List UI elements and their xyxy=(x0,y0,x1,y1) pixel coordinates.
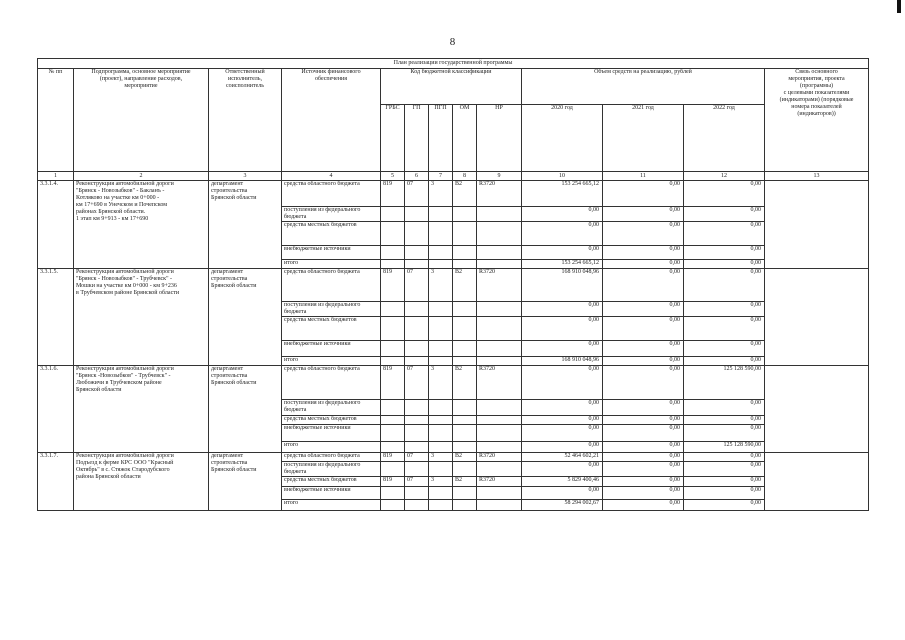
budget-code-gp xyxy=(405,246,429,260)
budget-code-grbs xyxy=(381,260,405,269)
scan-edge-mark xyxy=(897,0,901,13)
funding-source: итого xyxy=(282,260,381,269)
header-volume: Объем средств на реализацию, рублей xyxy=(522,69,765,105)
amount-2020: 0,00 xyxy=(522,462,603,477)
amount-2021: 0,00 xyxy=(603,500,684,511)
amount-2022: 125 128 590,00 xyxy=(684,366,765,400)
budget-code-np: R3720 xyxy=(477,477,522,487)
budget-code-om xyxy=(453,246,477,260)
budget-code-np xyxy=(477,317,522,341)
amount-2021: 0,00 xyxy=(603,207,684,222)
budget-code-grbs xyxy=(381,302,405,317)
budget-code-gp: 07 xyxy=(405,477,429,487)
amount-2022: 0,00 xyxy=(684,269,765,302)
amount-2021: 0,00 xyxy=(603,269,684,302)
budget-code-np xyxy=(477,462,522,477)
column-number-row xyxy=(38,172,869,181)
funding-source: средства местных бюджетов xyxy=(282,317,381,341)
funding-source: средства местных бюджетов xyxy=(282,477,381,487)
amount-2022: 125 128 590,00 xyxy=(684,442,765,453)
budget-code-om: В2 xyxy=(453,453,477,462)
column-number: 12 xyxy=(684,172,765,181)
funding-source: поступления из федерального бюджета xyxy=(282,302,381,317)
budget-code-grbs xyxy=(381,416,405,425)
budget-code-np: R3720 xyxy=(477,453,522,462)
amount-2022: 0,00 xyxy=(684,246,765,260)
budget-code-np xyxy=(477,400,522,416)
amount-2022: 0,00 xyxy=(684,181,765,207)
amount-2021: 0,00 xyxy=(603,246,684,260)
funding-source: поступления из федерального бюджета xyxy=(282,207,381,222)
budget-code-grbs: 819 xyxy=(381,453,405,462)
column-number: 10 xyxy=(522,172,603,181)
table-row xyxy=(38,269,869,302)
budget-code-pgp xyxy=(429,207,453,222)
amount-2020: 5 829 400,46 xyxy=(522,477,603,487)
budget-code-gp xyxy=(405,487,429,500)
amount-2022: 0,00 xyxy=(684,341,765,357)
budget-code-pgp xyxy=(429,317,453,341)
amount-2021: 0,00 xyxy=(603,425,684,442)
table-title-row xyxy=(38,59,869,69)
budget-code-grbs: 819 xyxy=(381,477,405,487)
item-executor: департамент строительства Брянской области xyxy=(209,269,282,366)
funding-source: средства местных бюджетов xyxy=(282,416,381,425)
item-executor: департамент строительства Брянской области xyxy=(209,181,282,269)
amount-2020: 0,00 xyxy=(522,425,603,442)
amount-2021: 0,00 xyxy=(603,453,684,462)
amount-2020: 0,00 xyxy=(522,416,603,425)
budget-code-om xyxy=(453,462,477,477)
header-np: НР xyxy=(477,105,522,172)
amount-2020: 0,00 xyxy=(522,366,603,400)
budget-code-pgp xyxy=(429,357,453,366)
indicator-link xyxy=(765,366,869,453)
amount-2020: 0,00 xyxy=(522,222,603,246)
amount-2022: 0,00 xyxy=(684,425,765,442)
indicator-link xyxy=(765,453,869,511)
budget-code-grbs xyxy=(381,246,405,260)
budget-code-om xyxy=(453,416,477,425)
funding-source: поступления из федерального бюджета xyxy=(282,462,381,477)
column-number: 11 xyxy=(603,172,684,181)
budget-code-om: В2 xyxy=(453,181,477,207)
budget-code-gp xyxy=(405,207,429,222)
budget-code-om xyxy=(453,222,477,246)
budget-code-gp xyxy=(405,400,429,416)
budget-code-om: В2 xyxy=(453,477,477,487)
budget-code-grbs xyxy=(381,462,405,477)
header-year-2020: 2020 год xyxy=(522,105,603,172)
amount-2021: 0,00 xyxy=(603,442,684,453)
funding-source: средства местных бюджетов xyxy=(282,222,381,246)
item-number: 3.3.1.6. xyxy=(38,366,74,453)
amount-2020: 0,00 xyxy=(522,246,603,260)
amount-2022: 0,00 xyxy=(684,302,765,317)
budget-code-np xyxy=(477,357,522,366)
budget-code-pgp: 3 xyxy=(429,453,453,462)
amount-2021: 0,00 xyxy=(603,416,684,425)
budget-code-grbs xyxy=(381,222,405,246)
amount-2022: 0,00 xyxy=(684,453,765,462)
header-grbs: ГРБС xyxy=(381,105,405,172)
amount-2020: 52 464 602,21 xyxy=(522,453,603,462)
budget-code-om: В2 xyxy=(453,269,477,302)
budget-code-pgp xyxy=(429,487,453,500)
budget-code-np xyxy=(477,222,522,246)
budget-code-np xyxy=(477,207,522,222)
amount-2020: 58 294 002,67 xyxy=(522,500,603,511)
budget-code-pgp: 3 xyxy=(429,181,453,207)
budget-code-gp: 07 xyxy=(405,366,429,400)
budget-code-pgp xyxy=(429,222,453,246)
budget-code-om xyxy=(453,400,477,416)
column-number: 13 xyxy=(765,172,869,181)
funding-source: внебюджетные источники xyxy=(282,425,381,442)
item-number: 3.3.1.7. xyxy=(38,453,74,511)
amount-2022: 0,00 xyxy=(684,400,765,416)
budget-code-om xyxy=(453,260,477,269)
table-title: План реализации государственной программы xyxy=(38,59,869,69)
amount-2022: 0,00 xyxy=(684,357,765,366)
funding-source: итого xyxy=(282,357,381,366)
budget-code-pgp xyxy=(429,260,453,269)
header-year-2022: 2022 год xyxy=(684,105,765,172)
header-budget-code: Код бюджетной классификации xyxy=(381,69,522,105)
header-source: Источник финансового обеспечения xyxy=(282,69,381,172)
indicator-link xyxy=(765,181,869,269)
item-number: 3.3.1.5. xyxy=(38,269,74,366)
budget-code-gp xyxy=(405,462,429,477)
item-executor: департамент строительства Брянской области xyxy=(209,366,282,453)
amount-2020: 0,00 xyxy=(522,207,603,222)
budget-code-pgp: 3 xyxy=(429,269,453,302)
budget-code-pgp xyxy=(429,341,453,357)
page-number: 8 xyxy=(449,36,456,48)
funding-source: итого xyxy=(282,500,381,511)
funding-source: поступления из федерального бюджета xyxy=(282,400,381,416)
budget-code-om xyxy=(453,425,477,442)
amount-2021: 0,00 xyxy=(603,302,684,317)
amount-2022: 0,00 xyxy=(684,222,765,246)
column-number: 2 xyxy=(74,172,209,181)
header-pgp: ПГП xyxy=(429,105,453,172)
indicator-link xyxy=(765,269,869,366)
column-number: 4 xyxy=(282,172,381,181)
budget-code-np: R3720 xyxy=(477,181,522,207)
budget-code-grbs xyxy=(381,442,405,453)
budget-code-gp xyxy=(405,222,429,246)
budget-code-np xyxy=(477,425,522,442)
budget-code-np xyxy=(477,487,522,500)
header-executor: Ответственный исполнитель, соисполнитель xyxy=(209,69,282,172)
amount-2020: 0,00 xyxy=(522,442,603,453)
amount-2020: 168 910 048,96 xyxy=(522,357,603,366)
amount-2021: 0,00 xyxy=(603,487,684,500)
amount-2021: 0,00 xyxy=(603,366,684,400)
item-name: Реконструкция автомобильной дороги "Брянск - Новозыбков" - Трубчевск" - Мошки на участке км 0+000 - км 9+236 в Трубчевском районе Брянской области xyxy=(74,269,209,366)
amount-2020: 0,00 xyxy=(522,487,603,500)
amount-2021: 0,00 xyxy=(603,260,684,269)
amount-2021: 0,00 xyxy=(603,400,684,416)
budget-code-om xyxy=(453,341,477,357)
funding-source: средства областного бюджета xyxy=(282,181,381,207)
budget-code-grbs: 819 xyxy=(381,269,405,302)
column-number: 7 xyxy=(429,172,453,181)
amount-2022: 0,00 xyxy=(684,207,765,222)
budget-code-grbs xyxy=(381,341,405,357)
budget-code-np xyxy=(477,416,522,425)
column-number: 3 xyxy=(209,172,282,181)
program-plan-table xyxy=(37,58,869,511)
header-row-1 xyxy=(38,69,869,105)
item-number: 3.3.1.4. xyxy=(38,181,74,269)
funding-source: внебюджетные источники xyxy=(282,246,381,260)
funding-source: средства областного бюджета xyxy=(282,366,381,400)
budget-code-grbs xyxy=(381,500,405,511)
amount-2020: 0,00 xyxy=(522,302,603,317)
amount-2021: 0,00 xyxy=(603,181,684,207)
budget-code-grbs xyxy=(381,425,405,442)
budget-code-om xyxy=(453,317,477,341)
funding-source: внебюджетные источники xyxy=(282,341,381,357)
amount-2020: 0,00 xyxy=(522,317,603,341)
column-number: 9 xyxy=(477,172,522,181)
header-om: ОМ xyxy=(453,105,477,172)
budget-code-gp xyxy=(405,500,429,511)
budget-code-om xyxy=(453,442,477,453)
header-num: № пп xyxy=(38,69,74,172)
budget-code-om xyxy=(453,500,477,511)
budget-code-np xyxy=(477,246,522,260)
budget-code-grbs xyxy=(381,317,405,341)
amount-2022: 0,00 xyxy=(684,477,765,487)
budget-code-np xyxy=(477,500,522,511)
budget-code-gp xyxy=(405,416,429,425)
amount-2022: 0,00 xyxy=(684,317,765,341)
budget-code-gp xyxy=(405,425,429,442)
amount-2021: 0,00 xyxy=(603,222,684,246)
budget-code-grbs: 819 xyxy=(381,366,405,400)
budget-code-pgp xyxy=(429,462,453,477)
budget-code-np xyxy=(477,302,522,317)
amount-2020: 0,00 xyxy=(522,341,603,357)
budget-code-pgp xyxy=(429,416,453,425)
column-number: 5 xyxy=(381,172,405,181)
table-row xyxy=(38,181,869,207)
budget-code-om xyxy=(453,357,477,366)
budget-code-om: В2 xyxy=(453,366,477,400)
budget-code-grbs xyxy=(381,357,405,366)
budget-code-grbs xyxy=(381,400,405,416)
amount-2020: 0,00 xyxy=(522,400,603,416)
column-number: 8 xyxy=(453,172,477,181)
budget-code-grbs: 819 xyxy=(381,181,405,207)
budget-code-gp xyxy=(405,442,429,453)
budget-code-gp: 07 xyxy=(405,453,429,462)
budget-code-gp xyxy=(405,260,429,269)
budget-code-np: R3720 xyxy=(477,269,522,302)
amount-2022: 0,00 xyxy=(684,487,765,500)
amount-2022: 0,00 xyxy=(684,462,765,477)
budget-code-om xyxy=(453,207,477,222)
budget-code-grbs xyxy=(381,487,405,500)
amount-2022: 0,00 xyxy=(684,416,765,425)
column-number: 1 xyxy=(38,172,74,181)
funding-source: итого xyxy=(282,442,381,453)
budget-code-gp xyxy=(405,302,429,317)
column-number: 6 xyxy=(405,172,429,181)
budget-code-np: R3720 xyxy=(477,366,522,400)
budget-code-np xyxy=(477,260,522,269)
funding-source: средства областного бюджета xyxy=(282,453,381,462)
item-executor: департамент строительства Брянской области xyxy=(209,453,282,511)
item-name: Реконструкция автомобильной дороги "Брянск - Новозыбков" - Бакланъ - Котляково на участке км 0+000 - км 17+690 в Унечском и Почепском районах Брянской области. 1 этап км 9+913 - км 17+690 xyxy=(74,181,209,269)
table-row xyxy=(38,453,869,462)
budget-code-np xyxy=(477,442,522,453)
amount-2022: 0,00 xyxy=(684,500,765,511)
funding-source: средства областного бюджета xyxy=(282,269,381,302)
budget-code-grbs xyxy=(381,207,405,222)
item-name: Реконструкция автомобильной дороги "Брянск -Новозыбков" - Трубчевск" - Любожичи в Трубчевском районе Брянской области xyxy=(74,366,209,453)
funding-source: внебюджетные источники xyxy=(282,487,381,500)
amount-2021: 0,00 xyxy=(603,317,684,341)
amount-2021: 0,00 xyxy=(603,357,684,366)
header-year-2021: 2021 год xyxy=(603,105,684,172)
item-name: Реконструкция автомобильной дороги Подъезд к ферме КРС ООО "Красный Октябрь" в с. Стяжок Стародубского района Брянской области xyxy=(74,453,209,511)
budget-code-np xyxy=(477,341,522,357)
budget-code-gp xyxy=(405,317,429,341)
header-name: Подпрограмма, основное мероприятие (проект), направление расходов, мероприятие xyxy=(74,69,209,172)
amount-2021: 0,00 xyxy=(603,477,684,487)
budget-code-pgp xyxy=(429,442,453,453)
budget-code-pgp xyxy=(429,400,453,416)
amount-2020: 168 910 048,96 xyxy=(522,269,603,302)
budget-code-gp xyxy=(405,357,429,366)
budget-code-om xyxy=(453,302,477,317)
amount-2020: 153 254 665,12 xyxy=(522,260,603,269)
amount-2021: 0,00 xyxy=(603,462,684,477)
budget-code-gp: 07 xyxy=(405,269,429,302)
budget-code-pgp: 3 xyxy=(429,366,453,400)
budget-code-gp xyxy=(405,341,429,357)
header-gp: ГП xyxy=(405,105,429,172)
budget-code-pgp: 3 xyxy=(429,477,453,487)
budget-code-pgp xyxy=(429,425,453,442)
table-row xyxy=(38,366,869,400)
budget-code-pgp xyxy=(429,246,453,260)
budget-code-gp: 07 xyxy=(405,181,429,207)
budget-code-pgp xyxy=(429,302,453,317)
budget-code-om xyxy=(453,487,477,500)
amount-2021: 0,00 xyxy=(603,341,684,357)
budget-code-pgp xyxy=(429,500,453,511)
amount-2022: 0,00 xyxy=(684,260,765,269)
header-link: Связь основного мероприятия, проекта (программы) с целевыми показателями (индикаторами) (порядковые номера показателей (индикаторов)) xyxy=(765,69,869,172)
amount-2020: 153 254 665,12 xyxy=(522,181,603,207)
